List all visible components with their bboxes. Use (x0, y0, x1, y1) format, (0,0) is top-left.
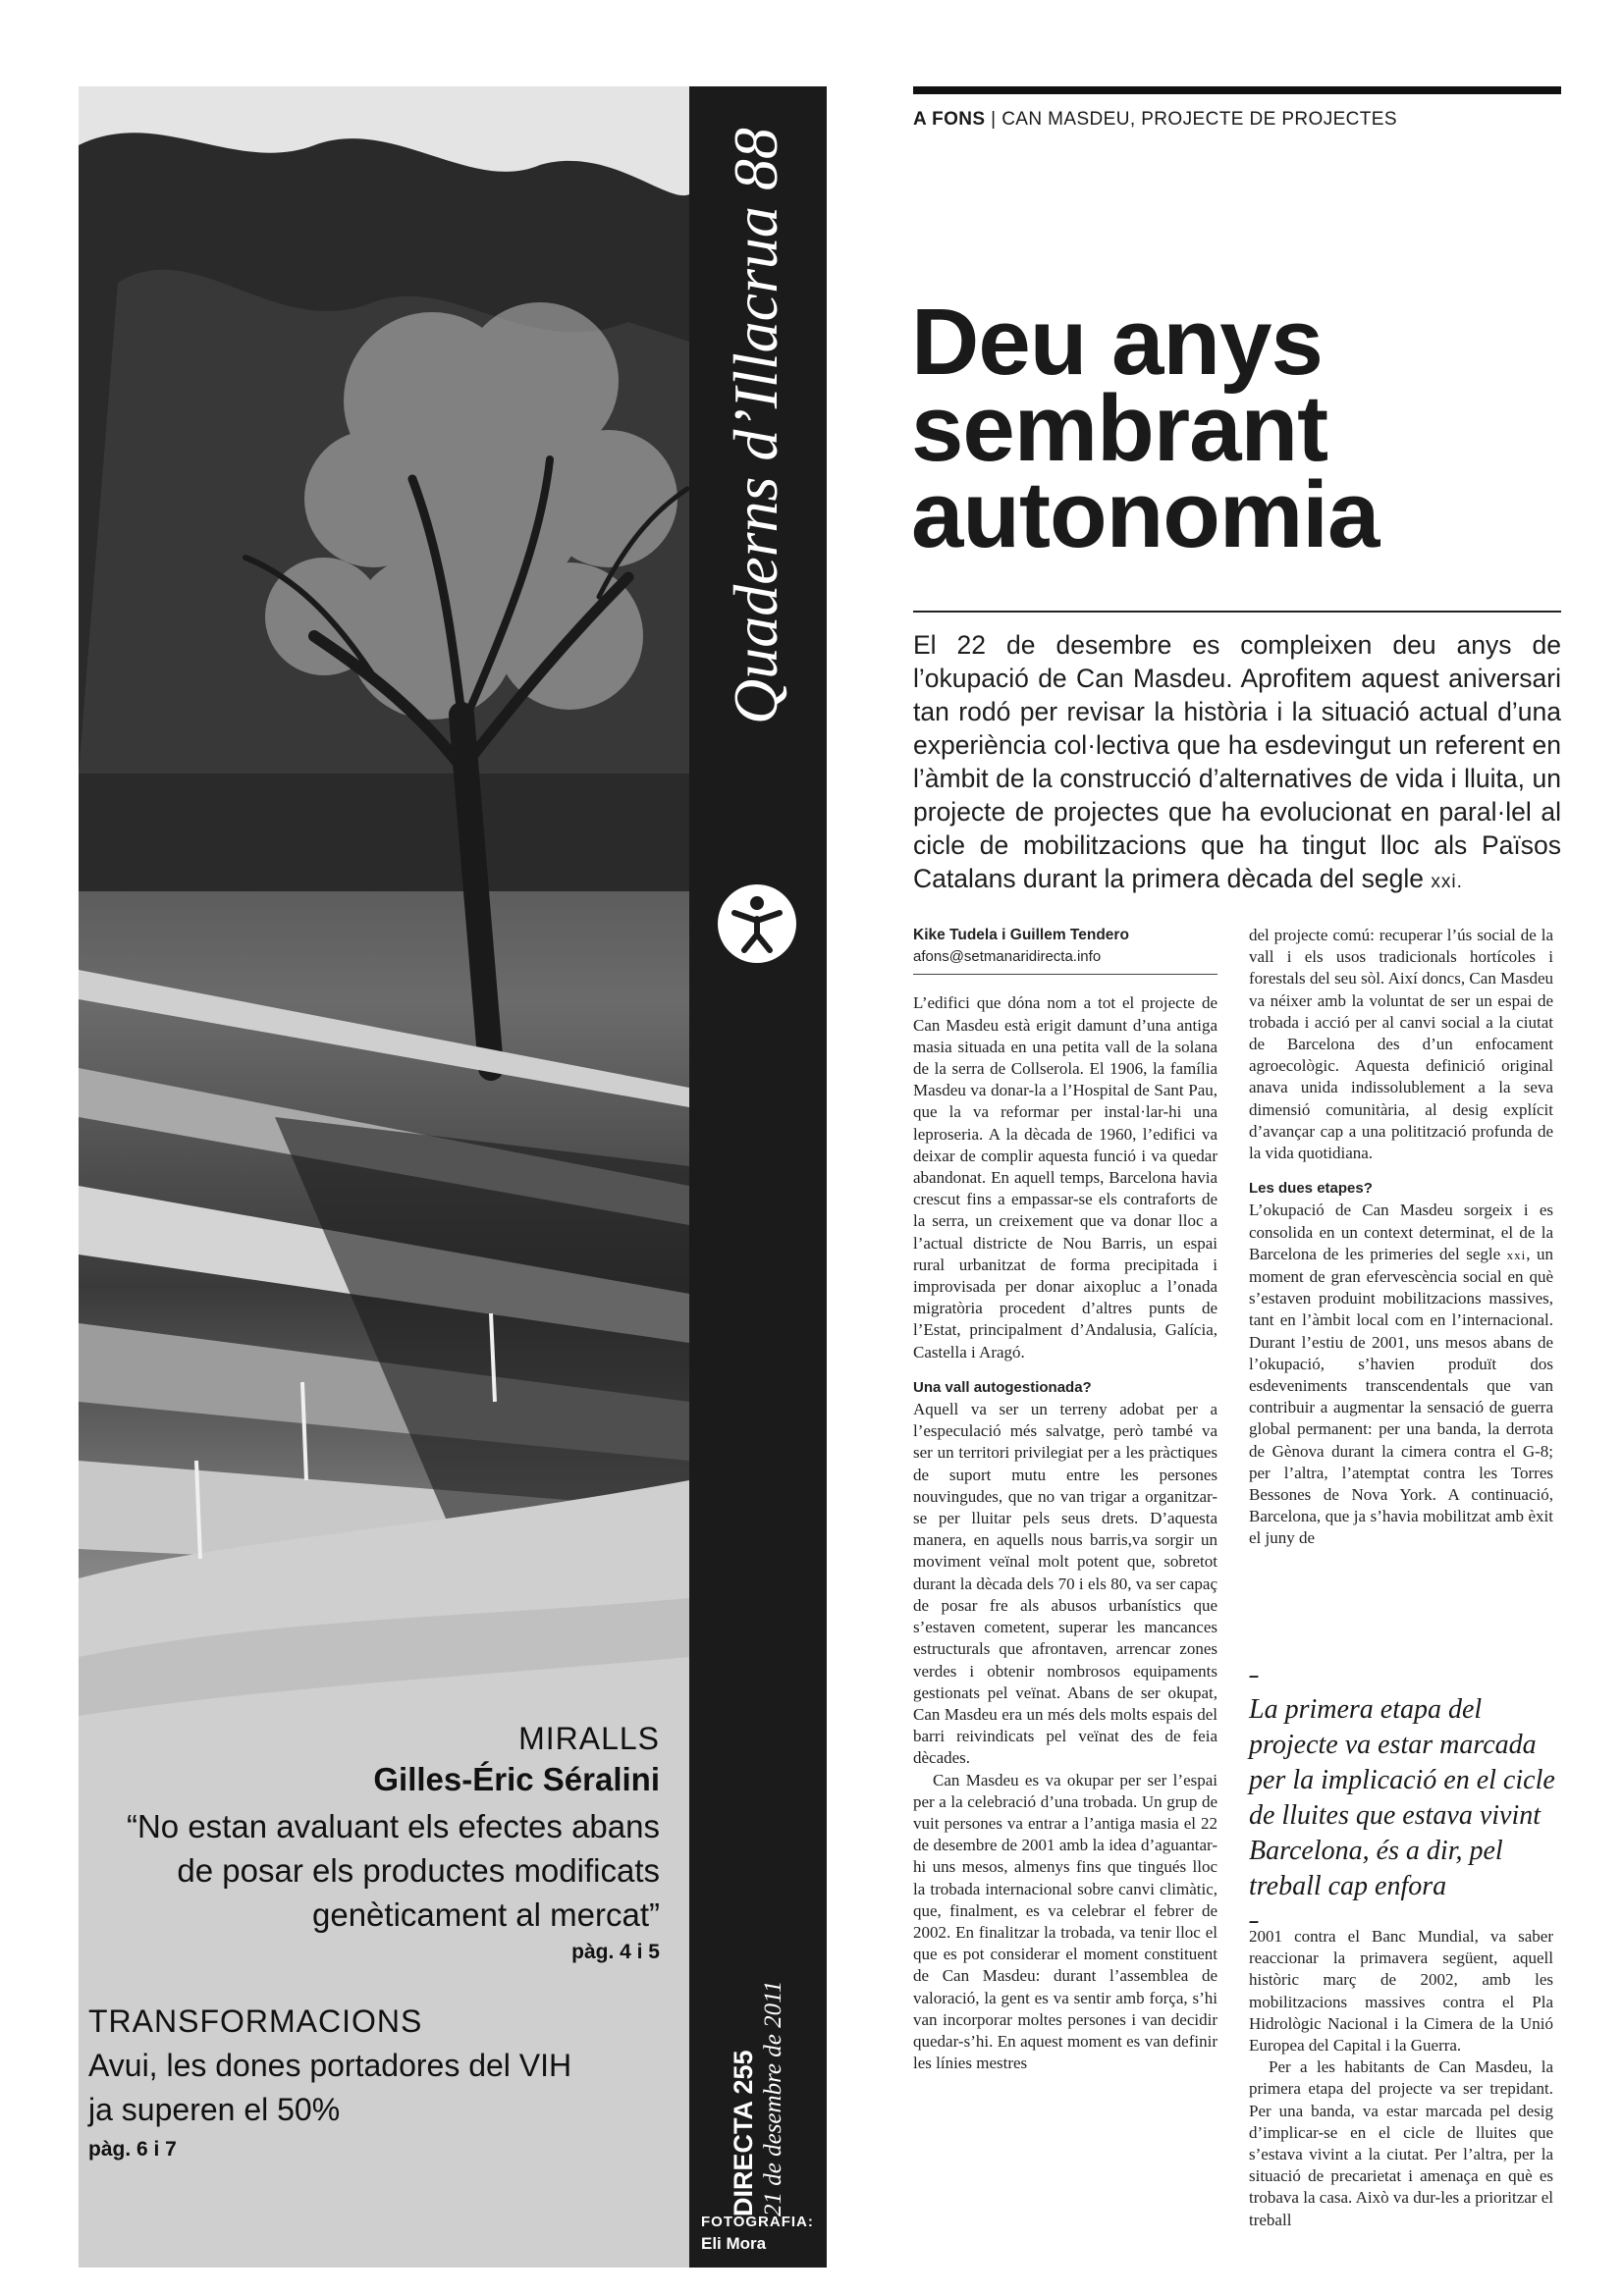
cover-photo (79, 86, 689, 2268)
headline-rule (913, 611, 1561, 613)
headline (911, 290, 1598, 567)
promo-miralls[interactable] (98, 1721, 660, 1964)
body-column-2-continued (1249, 1926, 1553, 2231)
body-paragraph: Aquell va ser un terreny adobat per a l’especulació més salvatge, però també va ser un territori privilegiat per a les pràctiques de suport mutu entre les persones nouvingudes, que no van trigar a organitzar-se per lluitar pels seus drets. D’aquesta manera, en aquells nous barris,va sorgir un moviment veïnal molt potent que, sobretot durant la dècada dels 70 i els 80, va ser capaç de posar fre als abusos urbanístics que s’estaven cometent, superar les mancances estructurals que afrontaven, arrencar zones verdes i obtenir nombrosos equipaments gestionats pel veïnat. Abans de ser okupat, Can Masdeu era un més dels molts espais del barri reivindicats pel veïnat des de feia dècades. (913, 1400, 1217, 1768)
body-paragraph: 2001 contra el Banc Mundial, va saber reaccionar la primavera següent, aquell històric març de 2002, amb les mobilitzacions massives contra el Pla Hidrològic Nacional i la Cimera de la Unió Europea del Capital i la Guerra. (1249, 1927, 1553, 2056)
pull-quote-dash: – (1249, 1666, 1260, 1685)
body-column-2 (1249, 925, 1553, 1550)
promo-pages[interactable]: pàg. 6 i 7 (88, 2138, 177, 2161)
issue-number: DIRECTA 255 (729, 2050, 758, 2216)
body-paragraph (1249, 1200, 1553, 1549)
promo-quote: “No estan avaluant els efectes abans de posar els productes modificats genèticament al mercat” (126, 1808, 660, 1933)
pull-quote-dash: – (1249, 1911, 1260, 1931)
photo-credit (701, 2214, 814, 2254)
body-column-1 (913, 925, 1217, 2074)
body-paragraph: L’edifici que dóna nom a tot el projecte de Can Masdeu està erigit damunt d’una antiga masia situada en una petita vall de la solana de la serra de Collserola. El 1906, la família Masdeu va donar-la a l’Hospital de Sant Pau, que la va reformar per instal·lar-hi una leproseria. A la dècada de 1960, l’edifici va deixar de complir aquesta funció i va quedar abandonat. En aquell temps, Barcelona havia crescut fins a empassar-se els contraforts de la serra, un creixement que va donar lloc a l’actual districte de Nou Barris, un espai rural urbanitzat de forma precipitada i improvisada per donar aixopluc a l’onada migratòria procedent d’altres punts de l’Estat, principalment d’Andalusia, Galícia, Castella i Aragó. (913, 993, 1217, 1362)
byline-authors: Kike Tudela i Guillem Tendero (913, 927, 1129, 943)
promo-kicker: TRANSFORMACIONS (88, 2003, 423, 2039)
masthead-band (689, 86, 827, 2268)
section-label: A FONS (913, 109, 986, 130)
body-paragraph: del projecte comú: recuperar l’ús social de la vall i els usos tradicionals hortícoles i forestals del seu sòl. Així doncs, Can Masdeu va néixer amb la voluntat de ser un espai de trobada i acció per al canvi social a la ciutat de Barcelona des d’un enfocament agroecològic. Aquesta definició original anava unida indissolublement a la seva dimensió comunitària, al desig explícit d’avançar cap a una politització profunda de la vida quotidiana. (1249, 926, 1553, 1163)
lead-paragraph (913, 628, 1561, 899)
lead-century: xxi. (1431, 872, 1463, 892)
section-separator: | (991, 109, 1002, 130)
promo-text: Avui, les dones portadores del VIH ja superen el 50% (88, 2048, 572, 2127)
headline-line: autonomia (911, 462, 1380, 567)
photo-credit-label: FOTOGRAFIA: (701, 2214, 814, 2230)
byline-rule (913, 974, 1217, 975)
body-century: xxi (1506, 1247, 1527, 1262)
section-header (913, 109, 1397, 131)
subheading: Les dues etapes? (1249, 1180, 1373, 1198)
photo-credit-name: Eli Mora (701, 2234, 767, 2253)
top-rule (913, 86, 1561, 94)
pull-quote (1249, 1666, 1558, 1931)
promo-transformacions[interactable] (88, 2003, 599, 2162)
body-paragraph: Can Masdeu es va okupar per ser l’espai per a la celebració d’una trobada. Un grup de vuit persones va entrar a l’antiga masia el 22 de desembre de 2001 amb la idea d’aguantar-hi uns mesos, almenys fins que tingués lloc la trobada internacional sobre canvi climàtic, que, finalment, es va celebrar el febrer de 2002. En finalitzar la trobada, va tenir lloc el que es pot considerar el moment constituent de Can Masdeu: durant l’assemblea de valoració, la gent es va sentir amb força, s’hi van incorporar moltes persones i van decidir quedar-s’hi. En aquest moment es van definir les línies mestres (913, 1770, 1217, 2073)
promo-kicker: MIRALLS (518, 1721, 660, 1756)
pull-quote-text: La primera etapa del projecte va estar marcada per la implicació en el cicle de lluites que estava vivint Barcelona, és a dir, pel treball cap enfora (1249, 1694, 1555, 1901)
headline-line: Deu anys (911, 290, 1323, 395)
body-text: , un moment de gran efervescència social en què s’estaven produint mobilitzacions massives, tant en l’àmbit local com en l’internacional. Durant l’estiu de 2001, uns mesos abans de l’okupació, s’havien produït dos esdeveniments transcendentals que van contribuir a augmentar la sensació de guerra global permanent: per una banda, la derrota de Gènova durant la cimera contra el G-8; per l’altra, l’atemptat contra les Torres Bessones de Nova York. A continuació, Barcelona, que ja s’havia mobilitzat amb èxit el juny de (1249, 1244, 1553, 1548)
body-paragraph: Per a les habitants de Can Masdeu, la primera etapa del projecte va ser trepidant. Per una banda, va estar marcada pel desig d’implicar-se en el cicle de lluites que s’estava vivint a la ciutat. Per l’altra, per la situació de precarietat i amenaça en què es trobava la casa. Això va dur-les a prioritzar el treball (1249, 2057, 1553, 2229)
illacrua-figure-logo-icon (717, 883, 797, 964)
headline-line: sembrant (911, 376, 1328, 481)
promo-pages[interactable]: pàg. 4 i 5 (571, 1941, 660, 1963)
masthead-title: Quaderns d’Illacrua 88 (721, 128, 790, 724)
lead-text: El 22 de desembre es compleixen deu anys de l’okupació de Can Masdeu. Aprofitem aquest aniversari tan rodó per revisar la història i la situació actual d’una experiència col·lectiva que ha esdevingut un referent en l’àmbit de la construcció d’alternatives de vida i lluita, un projecte de projectes que ha evolucionat en paral·lel al cicle de mobilitzacions que ha tingut lloc als Països Catalans durant la primera dècada del segle (913, 630, 1561, 893)
subheading: Una vall autogestionada? (913, 1378, 1092, 1396)
body-text: L’okupació de Can Masdeu sorgeix i es consolida en un context determinat, el de la Barcelona de les primeries del segle (1249, 1201, 1553, 1263)
byline-email[interactable]: afons@setmanaridirecta.info (913, 948, 1102, 966)
promo-name: Gilles-Éric Séralini (373, 1761, 660, 1797)
section-topic: CAN MASDEU, PROJECTE DE PROJECTES (1001, 109, 1397, 130)
issue-date: 21 de desembre de 2011 (760, 1980, 786, 2216)
